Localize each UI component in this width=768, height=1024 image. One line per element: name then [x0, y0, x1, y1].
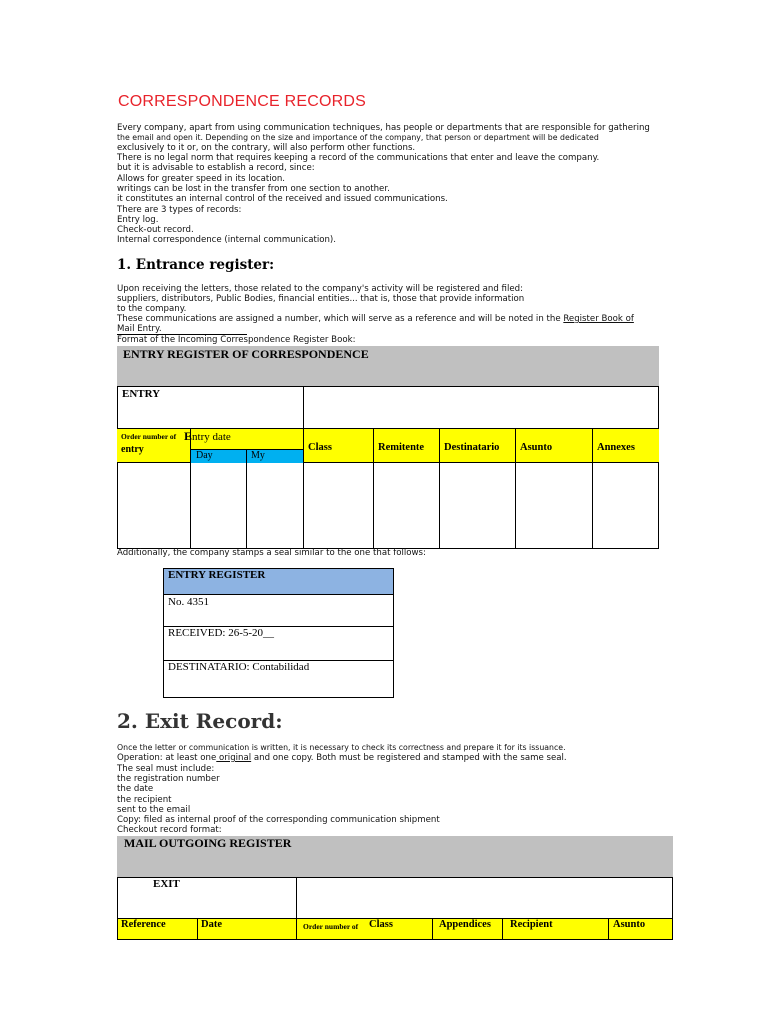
exit-divider [296, 877, 297, 918]
seal-header: ENTRY REGISTER [168, 569, 266, 581]
entry-table-title: ENTRY REGISTER OF CORRESPONDENCE [123, 347, 369, 361]
exit-col-reference: Reference [121, 919, 166, 930]
section1-line [117, 314, 634, 324]
col-line [373, 428, 374, 548]
seal-received: RECEIVED: 26-5-20__ [168, 627, 275, 639]
intro-line: Internal correspondence (internal communication). [117, 235, 337, 245]
exit-col-recipient: Recipient [510, 919, 553, 930]
col-line [592, 428, 593, 548]
entry-divider [303, 386, 304, 429]
section2-line: sent to the email [117, 805, 191, 815]
exit-col-class: Class [369, 919, 393, 930]
operation-text: Operation: at least one [117, 753, 217, 763]
intro-line: writings can be lost in the transfer from one section to another. [117, 184, 390, 194]
intro-line: There are 3 types of records: [117, 205, 242, 215]
exit-col-line [502, 918, 503, 939]
intro-line: but it is advisable to establish a record, since: [117, 163, 315, 173]
entry-date-label: Entry date [184, 429, 231, 443]
operation-text-rest: and one copy. Both must be registered and stamped with the same seal. [251, 753, 567, 763]
section1-heading: 1. Entrance register: [117, 257, 275, 273]
exit-table-title: MAIL OUTGOING REGISTER [124, 836, 292, 850]
exit-col-appendices: Appendices [439, 919, 491, 930]
day-label: Day [196, 450, 213, 461]
section1-line: Upon receiving the letters, those related to the company's activity will be registered and filed: [117, 284, 523, 294]
section2-line: Once the letter or communication is written, it is necessary to check its correctness and prepare it for its issuance. [117, 743, 566, 752]
format-line: Format of the Incoming Correspondence Register Book: [117, 335, 356, 345]
section2-line: the registration number [117, 774, 220, 784]
intro-line: Allows for greater speed in its location. [117, 174, 286, 184]
intro-line: Check-out record. [117, 225, 194, 235]
seal-number: No. 4351 [168, 596, 209, 608]
order-number-label: Order number of [121, 432, 177, 441]
section2-line [117, 753, 567, 763]
section1-line: suppliers, distributors, Public Bodies, financial entities... that is, those that provide information [117, 294, 525, 304]
col-line [246, 449, 247, 548]
entry-table-title-band [117, 346, 659, 387]
exit-col-line [296, 918, 297, 939]
col-line [190, 428, 191, 548]
entry-table [117, 386, 659, 549]
intro-line: exclusively to it or, on the contrary, will also perform other functions. [117, 143, 416, 153]
col-header-destinatario: Destinatario [444, 442, 500, 453]
exit-col-line [432, 918, 433, 939]
register-book-link[interactable]: Register Book of [563, 314, 634, 324]
section2-line: the date [117, 784, 154, 794]
col-line [515, 428, 516, 548]
section2-line: Checkout record format: [117, 825, 222, 835]
seal-destinatario: DESTINATARIO: Contabilidad [168, 661, 310, 673]
seal-note: Additionally, the company stamps a seal similar to the one that follows: [117, 548, 426, 558]
exit-col-asunto: Asunto [613, 919, 646, 930]
col-header-asunto: Asunto [520, 442, 553, 453]
entry-label: ENTRY [122, 388, 161, 400]
col-line [303, 428, 304, 548]
section1-line: to the company. [117, 304, 187, 314]
month-label: My [251, 450, 265, 461]
mail-entry-link[interactable]: Mail Entry. [117, 324, 247, 335]
section2-line: the recipient [117, 795, 172, 805]
section1-line4-text: These communications are assigned a number, which will serve as a reference and will be noted in the [117, 314, 564, 324]
exit-table-title-band [117, 836, 673, 877]
exit-col-line [608, 918, 609, 939]
exit-col-line [197, 918, 198, 939]
page-title: CORRESPONDENCE RECORDS [118, 93, 366, 110]
section2-line: The seal must include: [117, 764, 215, 774]
intro-line: There is no legal norm that requires keeping a record of the communications that enter and leave the company. [117, 153, 600, 163]
order-entry-label: entry [121, 444, 144, 455]
intro-line: Every company, apart from using communication techniques, has people or departments that are responsible for gathering [117, 123, 650, 133]
col-header-class: Class [308, 442, 332, 453]
original-link[interactable]: original [216, 753, 252, 763]
col-header-annexes: Annexes [597, 442, 635, 453]
intro-line: the email and open it. Depending on the size and importance of the company, that person or department will be dedicated [117, 133, 599, 142]
intro-line: it constitutes an internal control of the received and issued communications. [117, 194, 448, 204]
exit-col-order-number: Order number of [303, 922, 359, 931]
intro-line: Entry log. [117, 215, 159, 225]
exit-label: EXIT [153, 878, 180, 890]
col-line [439, 428, 440, 548]
col-header-remitente: Remitente [378, 442, 425, 453]
section2-line: Copy: filed as internal proof of the corresponding communication shipment [117, 815, 440, 825]
section2-heading: 2. Exit Record: [117, 709, 283, 733]
exit-col-date: Date [201, 919, 222, 930]
